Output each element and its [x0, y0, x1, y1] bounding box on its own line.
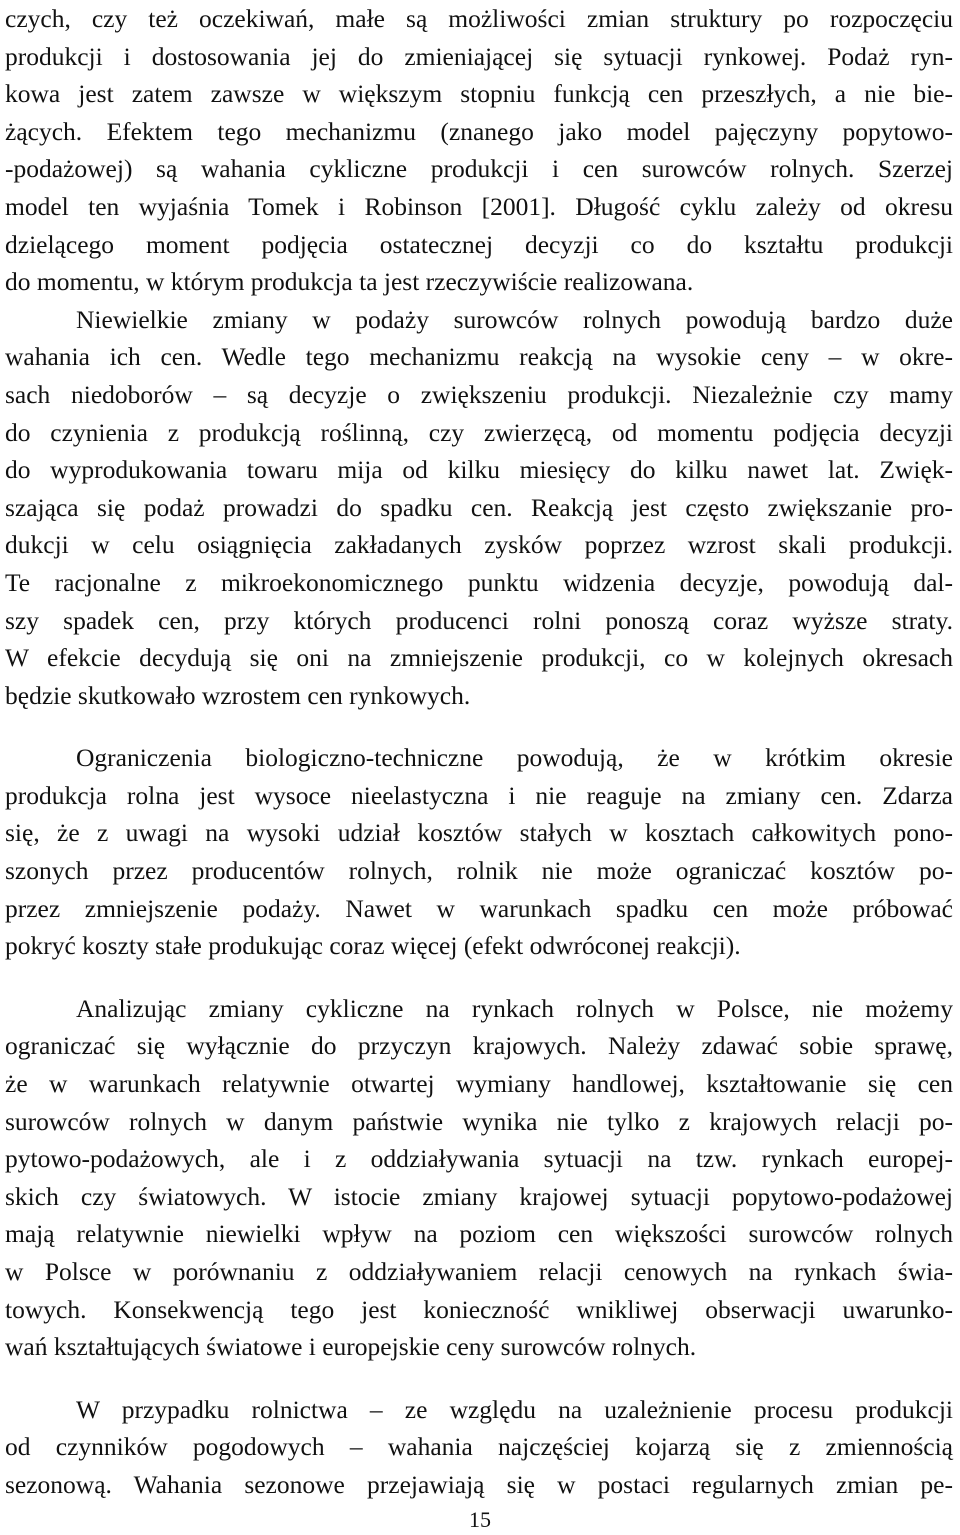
text-line: szająca się podaż prowadzi do spadku cen. Reakcją jest często zwiększanie pro- [5, 492, 953, 522]
text-line: pokryć koszty stałe produkując coraz więcej (efekt odwróconej reakcji). [5, 931, 741, 961]
text-line: mają relatywnie niewielki wpływ na poziom cen większości surowców rolnych [5, 1219, 953, 1249]
text-line: szonych przez producentów rolnych, rolnik nie może ograniczać kosztów po- [5, 856, 953, 886]
paragraph-1 [5, 0, 953, 301]
paragraph-gap [5, 965, 953, 990]
paragraph-4 [5, 990, 953, 1366]
text-line: sach niedoborów – są decyzje o zwiększeniu produkcji. Niezależnie czy mamy [5, 379, 953, 409]
text-line: skich czy światowych. W istocie zmiany krajowej sytuacji popytowo-podażowej [5, 1181, 953, 1211]
paragraph-3 [5, 739, 953, 965]
text-line: kowa jest zatem zawsze w większym stopniu funkcją cen przeszłych, a nie bie- [5, 79, 953, 109]
text-line: dzielącego moment podjęcia ostatecznej decyzji co do kształtu produkcji [5, 229, 953, 259]
text-line: do momentu, w którym produkcja ta jest rzeczywiście realizowana. [5, 267, 694, 297]
text-line: surowców rolnych w danym państwie wynika nie tylko z krajowych relacji po- [5, 1106, 953, 1136]
text-line: W przypadku rolnictwa – ze względu na uzależnienie procesu produkcji [76, 1394, 953, 1424]
text-line: Ograniczenia biologiczno-techniczne powodują, że w krótkim okresie [76, 743, 953, 773]
text-line: będzie skutkowało wzrostem cen rynkowych. [5, 680, 471, 710]
paragraph-gap [5, 1366, 953, 1391]
text-line: Analizując zmiany cykliczne na rynkach rolnych w Polsce, nie możemy [76, 993, 953, 1023]
text-line: że w warunkach relatywnie otwartej wymiany handlowej, kształtowanie się cen [5, 1069, 953, 1099]
text-line: wahania ich cen. Wedle tego mechanizmu reakcją na wysokie ceny – w okre- [5, 342, 953, 372]
paragraph-5 [5, 1391, 953, 1504]
text-line: produkcji i dostosowania jej do zmieniającej się sytuacji rynkowej. Podaż ryn- [5, 41, 953, 71]
text-line: towych. Konsekwencją tego jest konieczność wnikliwej obserwacji uwarunko- [5, 1294, 953, 1324]
text-line: dukcji w celu osiągnięcia zakładanych zysków poprzez wzrost skali produkcji. [5, 530, 953, 560]
text-line: przez zmniejszenie podaży. Nawet w warunkach spadku cen może próbować [5, 893, 953, 923]
text-line: do czynienia z produkcją roślinną, czy zwierzęcą, od momentu podjęcia decyzji [5, 417, 953, 447]
text-line: się, że z uwagi na wysoki udział kosztów stałych w kosztach całkowitych pono- [5, 818, 953, 848]
text-line: produkcja rolna jest wysoce nieelastyczna i nie reaguje na zmiany cen. Zdarza [5, 780, 953, 810]
text-line: szy spadek cen, przy których producenci rolni ponoszą coraz wyższe straty. [5, 605, 953, 635]
text-line: czych, czy też oczekiwań, małe są możliwości zmian struktury po rozpoczęciu [5, 4, 953, 33]
text-line: do wyprodukowania towaru mija od kilku miesięcy do kilku nawet lat. Zwięk- [5, 455, 953, 485]
text-line: ograniczać się wyłącznie do przyczyn krajowych. Należy zdawać sobie sprawę, [5, 1031, 953, 1061]
text-line: od czynników pogodowych – wahania najczęściej kojarzą się z zmiennością [5, 1432, 953, 1462]
page-body [5, 0, 953, 1504]
text-line: wań kształtujących światowe i europejskie ceny surowców rolnych. [5, 1332, 697, 1362]
paragraph-gap [5, 714, 953, 739]
text-line: w Polsce w porównaniu z oddziaływaniem relacji cenowych na rynkach świa- [5, 1257, 953, 1286]
text-line: -podażowej) są wahania cykliczne produkcji i cen surowców rolnych. Szerzej [5, 154, 953, 184]
text-line: żących. Efektem tego mechanizmu (znanego jako model pajęczyny popytowo- [5, 116, 953, 146]
text-line: model ten wyjaśnia Tomek i Robinson [2001]. Długość cyklu zależy od okresu [5, 191, 953, 221]
text-line: pytowo-podażowych, ale i z oddziaływania sytuacji na tzw. rynkach europej- [5, 1144, 953, 1174]
text-line: Te racjonalne z mikroekonomicznego punktu widzenia decyzje, powodują dal- [5, 567, 953, 597]
page-number: 15 [469, 1507, 491, 1532]
text-line: Niewielkie zmiany w podaży surowców rolnych powodują bardzo duże [76, 304, 953, 334]
text-line: sezonową. Wahania sezonowe przejawiają się w postaci regularnych zmian pe- [5, 1469, 953, 1499]
paragraph-2 [5, 301, 953, 715]
text-line: W efekcie decydują się oni na zmniejszenie produkcji, co w kolejnych okresach [5, 643, 953, 673]
